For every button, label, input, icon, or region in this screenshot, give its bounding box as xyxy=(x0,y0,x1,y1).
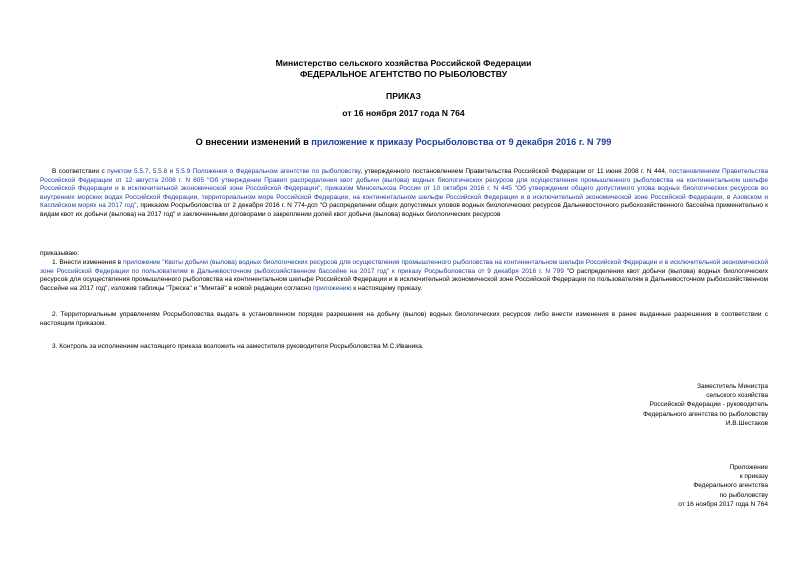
document-type: ПРИКАЗ xyxy=(386,91,421,101)
appendix-line: к приказу xyxy=(739,473,768,481)
ministry-name: Министерство сельского хозяйства Российской Федерации xyxy=(275,58,532,68)
preamble-link-government-decree[interactable]: постановлением Правительства Российской Федерации от 12 августа 2008 г. N 605 "Об утверждении Правил распределения квот добычи (вылова) водных биологических ресурсов для осуществления промышленного рыболовства на континентальном шельфе Российской Федерации и в исключительной экономической зоне Российской Федерации" xyxy=(40,168,769,193)
item-2-paragraph: 2. Территориальным управлениям Росрыболовства выдать в установленном порядке разрешения на добычу (вылов) водных биологических ресурсов либо внести изменения в ранее выданные разрешения в соответствии с настоящим приказом. xyxy=(40,311,768,327)
preamble-text-4: , приказом Росрыболовства от 2 декабря 2016 г. N 774-дсп "О распределении общих допустимых уловов водных биологических ресурсов Дальневосточного рыбохозяйственного бассейна применительно к видам квот их добычи (вылова) на 2017 год" и заключенными договорами о закреплении долей квот добычи (вылова) водных биологических ресурсов xyxy=(40,202,769,218)
signature-block xyxy=(643,382,768,428)
item-3-paragraph: 3. Контроль за исполнением настоящего приказа возложить на заместителя руководителя Росрыболовства М.С.Иваника. xyxy=(52,343,424,350)
preamble-text-2: , утвержденного постановлением Правительства Российской Федерации от 11 июня 2008 г. N 444, xyxy=(360,168,670,175)
appendix-line: по рыболовству xyxy=(719,491,768,499)
preamble-paragraph xyxy=(40,168,768,220)
preamble-link-ministry-order[interactable]: приказом Минсельхоза России от 10 октября 2016 г. N 445 "Об утверждении общего допустимого улова водных биологических ресурсов во внутренних морских водах Российской Федерации, территориальном море Российской Федерации, на континентальном шельфе Российской Федерации и в исключительной экономической зоне Российской Федерации, в Азовском и Каспийском морях на 2017 год" xyxy=(40,185,768,210)
item-1-link-appendix[interactable]: приложение "Квоты добычи (вылова) водных биологических ресурсов для осуществления промышленного рыболовства на континентальном шельфе Российской Федерации и в исключительной экономической зоне Российской Федерации по пользователям в Дальневосточном рыбохозяйственном бассейне на 2017 год" к приказу Росрыболовства от 9 декабря 2016 г. N 799 xyxy=(40,259,768,275)
item-1-text-1: 1. Внести изменения в xyxy=(52,259,124,266)
signature-line: сельского хозяйства xyxy=(706,392,768,400)
title-prefix: О внесении изменений в xyxy=(195,137,312,147)
preamble-text-1: В соответствии с xyxy=(52,168,108,175)
preamble-text-3: , xyxy=(320,185,326,193)
appendix-line: Федерального агентства xyxy=(693,482,768,490)
order-word: приказываю: xyxy=(40,250,79,257)
preamble-link-regulation[interactable]: пунктом 5.5.7, 5.5.8 и 5.5.9 Положения о Федеральном агентстве по рыболовству xyxy=(107,168,361,175)
item-1-link-attachment[interactable]: приложению xyxy=(312,284,352,292)
appendix-block xyxy=(678,463,768,509)
item-1-paragraph xyxy=(40,259,768,293)
signature-line: Российской Федерации - руководитель xyxy=(649,401,768,409)
document-date-number: от 16 ноября 2017 года N 764 xyxy=(342,108,465,118)
item-1-text-2: "О распределении квот добычи (вылова) водных биологических ресурсов для осуществления промышленного рыболовства на континентальном шельфе Российской Федерации и в исключительной экономической зоне Российской Федерации по пользователям в Дальневосточном рыбохозяйственном бассейне на 2017 год", изложив таблицы "Треска" и "Минтай" в новой редакции согласно xyxy=(40,267,768,292)
signature-line: Федерального агентства по рыболовству xyxy=(642,410,768,418)
document-title xyxy=(0,137,807,147)
title-link[interactable]: приложение к приказу Росрыболовства от 9 декабря 2016 г. N 799 xyxy=(311,137,612,147)
agency-name: ФЕДЕРАЛЬНОЕ АГЕНТСТВО ПО РЫБОЛОВСТВУ xyxy=(299,69,508,79)
item-1-text-3: к настоящему приказу. xyxy=(351,284,423,292)
signature-line: Заместитель Министра xyxy=(696,383,768,390)
appendix-line: Приложение xyxy=(729,464,768,471)
signature-line: И.В.Шестаков xyxy=(725,419,768,427)
appendix-line: от 16 ноября 2017 года N 764 xyxy=(678,500,768,508)
